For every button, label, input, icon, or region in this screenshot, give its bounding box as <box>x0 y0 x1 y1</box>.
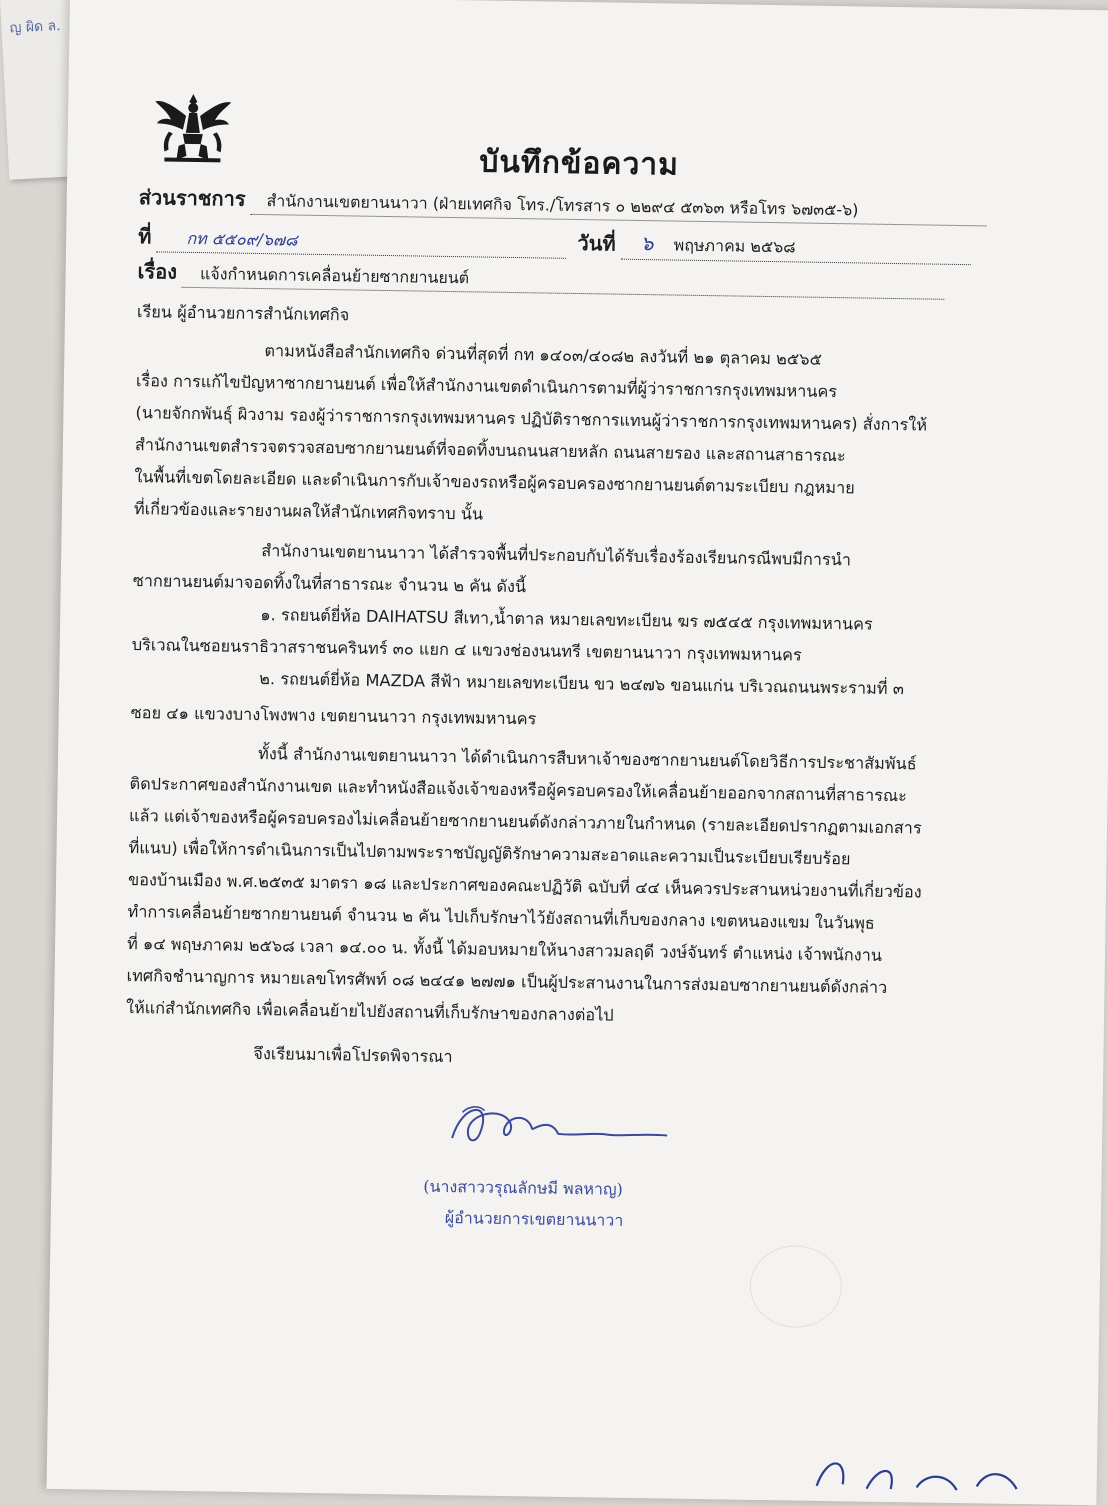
faint-stamp-mark <box>749 1245 842 1328</box>
signature-scribble <box>432 1092 693 1166</box>
body-line: ของบ้านเมือง พ.ศ.๒๕๓๕ มาตรา ๑๘ และประกาศของคณะปฏิวัติ ฉบับที่ ๔๔ เห็นควรประสานหน่วยงานที่เกี่ยวข้อง <box>127 870 922 902</box>
body-line: ติดประกาศของสำนักงานเขต และทำหนังสือแจ้งเจ้าของหรือผู้ครอบครองให้เคลื่อนย้ายออกจากสถานที่สาธารณะ <box>129 774 907 806</box>
bottom-pen-scrawl <box>807 1436 1048 1500</box>
body-line: ๑. รถยนต์ยี่ห้อ DAIHATSU สีเทา,น้ำตาล หมายเลขทะเบียน ฆร ๗๕๔๕ กรุงเทพมหานคร <box>260 605 873 634</box>
body-line: ที่เกี่ยวข้องและรายงานผลให้สำนักเทศกิจทราบ นั้น <box>133 499 484 524</box>
salutation: เรียน ผู้อำนวยการสำนักเทศกิจ <box>136 302 350 325</box>
signatory-name: (นางสาววรุณลักษมี พลหาญ) <box>423 1176 624 1199</box>
subject-label: เรื่อง <box>137 259 178 284</box>
department-value: สำนักงานเขตยานนาวา (ฝ่ายเทศกิจ โทร./โทรสาร ๐ ๒๒๙๔ ๕๓๖๓ หรือโทร ๖๗๓๕-๖) <box>250 189 986 227</box>
department-label: ส่วนราชการ <box>138 185 246 211</box>
date-day: ๖ <box>640 230 654 256</box>
body-line: (นายจักกพันธุ์ ผิวงาม รองผู้ว่าราชการกรุงเทพมหานคร ปฏิบัติราชการแทนผู้ว่าราชการกรุงเทพมหานคร) สั่งการให้ <box>135 403 928 435</box>
signatory-position: ผู้อำนวยการเขตยานนาวา <box>444 1208 624 1230</box>
body-line: ที่ ๑๔ พฤษภาคม ๒๕๖๘ เวลา ๑๔.๐๐ น. ทั้งนี้ ได้มอบหมายให้นางสาวมลฤดี วงษ์จันทร์ ตำแหน่ง เจ้าพนักงาน <box>126 934 883 965</box>
memo-title: บันทึกข้อความ <box>479 144 680 183</box>
body-line: ในพื้นที่เขตโดยละเอียด และดำเนินการกับเจ้าของรถหรือผู้ครอบครองซากยานยนต์ตามระเบียบ กฎหมาย <box>134 467 855 498</box>
body-line: ให้แก่สำนักเทศกิจ เพื่อเคลื่อนย้ายไปยังสถานที่เก็บรักษาของกลางต่อไป <box>125 998 614 1025</box>
memo-page <box>47 0 1108 1505</box>
subject-value: แจ้งกำหนดการเคลื่อนย้ายซากยานยนต์ <box>182 262 945 300</box>
department-row <box>139 181 987 226</box>
body-line: ทั้งนี้ สำนักงานเขตยานนาวา ได้ดำเนินการสืบหาเจ้าของซากยานยนต์โดยวิธีการประชาสัมพันธ์ <box>257 744 917 774</box>
body-line: ที่แนบ) เพื่อให้การดำเนินการเป็นไปตามพระราชบัญญัติรักษาความสะอาดและความเป็นระเบียบเรียบร้อย <box>128 838 851 869</box>
background-document-text: ญ ผิด ล. <box>9 17 62 37</box>
date-month-year: พฤษภาคม ๒๕๖๘ <box>673 235 796 257</box>
closing-line: จึงเรียนมาเพื่อโปรดพิจารณา <box>253 1044 453 1067</box>
reference-label: ที่ <box>138 224 152 249</box>
body-line: ตามหนังสือสำนักเทศกิจ ด่วนที่สุดที่ กท ๑๔๐๓/๔๐๘๒ ลงวันที่ ๒๑ ตุลาคม ๒๕๖๕ <box>264 341 823 369</box>
body-line: ซากยานยนต์มาจอดทิ้งในที่สาธารณะ จำนวน ๒ คัน ดังนี้ <box>132 571 527 597</box>
body-line: เรื่อง การแก้ไขปัญหาซากยานยนต์ เพื่อให้สำนักงานเขตดำเนินการตามที่ผู้ว่าราชการกรุงเทพมหานคร <box>135 371 838 402</box>
body-line: แล้ว แต่เจ้าของหรือผู้ครอบครองไม่เคลื่อนย้ายซากยานยนต์ดังกล่าวภายในกำหนด (รายละเอียดปรากฏตามเอกสาร <box>128 806 922 838</box>
date-value <box>620 227 970 265</box>
body-line: เทศกิจชำนาญการ หมายเลขโทรศัพท์ ๐๘ ๒๔๔๑ ๒๗๗๑ เป็นผู้ประสานงานในการส่งมอบซากยานยนต์ดังกล่าว <box>126 966 888 997</box>
body-line: บริเวณในซอยนราธิวาสราชนครินทร์ ๓๐ แยก ๔ แขวงช่องนนทรี เขตยานนาวา กรุงเทพมหานคร <box>131 635 802 665</box>
reference-value: กท ๕๕๐๙/๖๗๘ <box>156 226 566 258</box>
garuda-emblem <box>152 91 233 166</box>
body-line: สำนักงานเขตยานนาวา ได้สำรวจพื้นที่ประกอบกับได้รับเรื่องร้องเรียนกรณีพบมีการนำ <box>261 541 852 570</box>
body-line: ทำการเคลื่อนย้ายซากยานยนต์ จำนวน ๒ คัน ไปเก็บรักษาไว้ยังสถานที่เก็บของกลาง เขตหนองแขม ในวันพุธ <box>127 902 875 933</box>
date-label: วันที่ <box>577 231 616 256</box>
body-line: สำนักงานเขตสำรวจตรวจสอบซากยานยนต์ที่จอดทิ้งบนถนนสายหลัก ถนนสายรอง และสถานสาธารณะ <box>134 435 846 466</box>
body-line: ซอย ๔๑ แขวงบางโพงพาง เขตยานนาวา กรุงเทพมหานคร <box>130 703 537 729</box>
body-line: ๒. รถยนต์ยี่ห้อ MAZDA สีฟ้า หมายเลขทะเบียน ขว ๒๔๗๖ ขอนแก่น บริเวณถนนพระรามที่ ๓ <box>259 669 905 699</box>
